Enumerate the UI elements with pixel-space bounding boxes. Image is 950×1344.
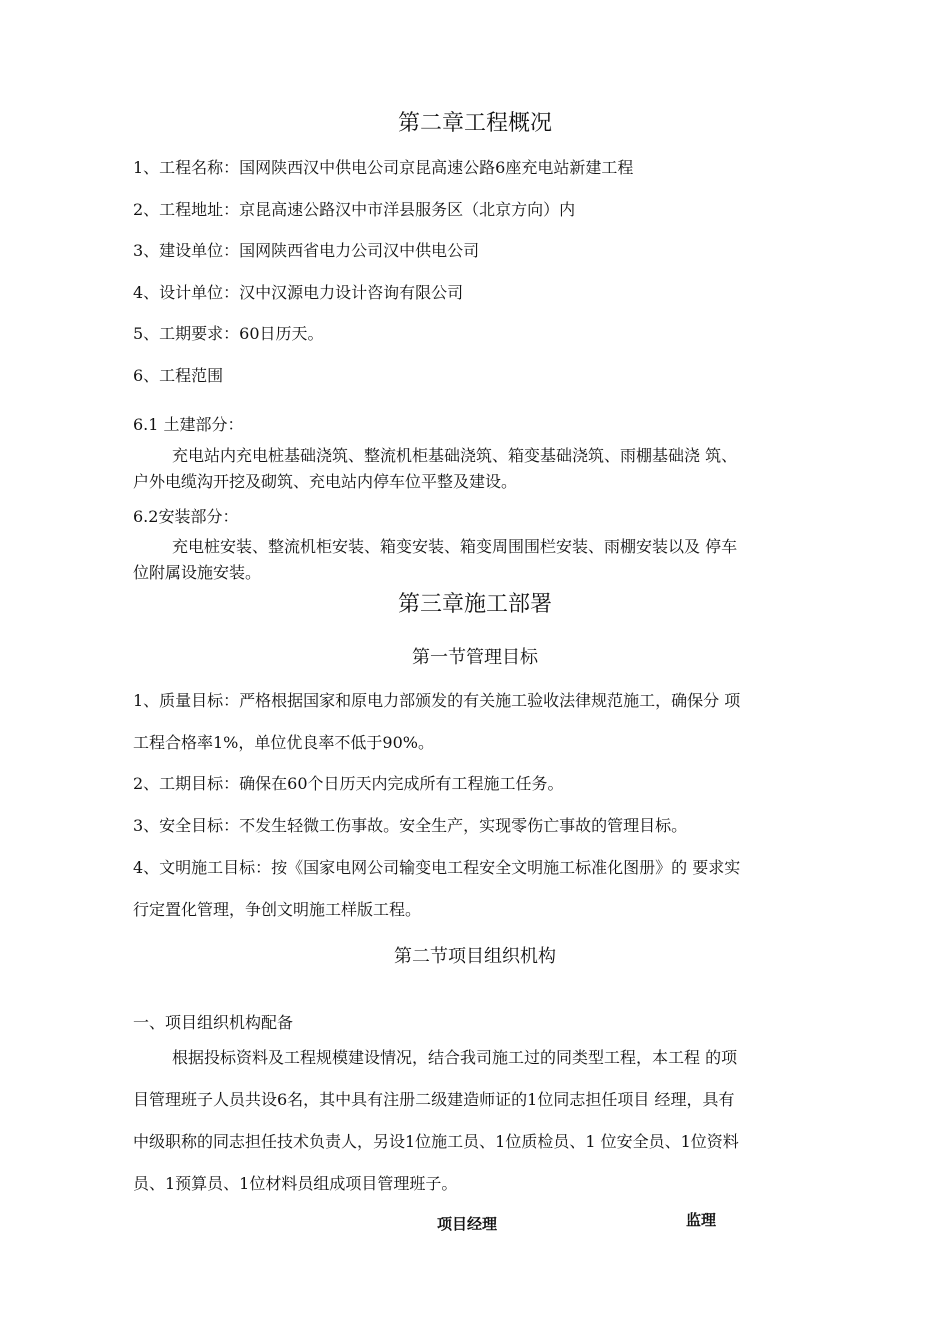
org-para-line3: 中级职称的同志担任技术负责人，另设1位施工员、1位质检员、1 位安全员、1位资料 [133, 1132, 739, 1151]
project-name-item: 1、工程名称：国网陕西汉中供电公司京昆高速公路6座充电站新建工程 [133, 158, 634, 177]
quality-goal-line2: 工程合格率1%，单位优良率不低于90%。 [133, 733, 434, 752]
section1-title: 第一节管理目标 [412, 647, 538, 668]
safety-goal: 3、安全目标：不发生轻微工伤事故。安全生产，实现零伤亡事故的管理目标。 [133, 816, 688, 835]
org-chart-supervisor: 监理 [686, 1211, 717, 1229]
owner-unit-item: 3、建设单位：国网陕西省电力公司汉中供电公司 [133, 241, 480, 260]
schedule-goal: 2、工期目标：确保在60个日历天内完成所有工程施工任务。 [133, 774, 564, 793]
chapter2-title: 第二章工程概况 [397, 111, 552, 136]
org-para-line1: 根据投标资料及工程规模建设情况，结合我司施工过的同类型工程，本工程 的项 [172, 1048, 738, 1067]
civil-text-line1: 充电站内充电桩基础浇筑、整流机柜基础浇筑、箱变基础浇筑、雨棚基础浇 筑、 [172, 446, 738, 465]
duration-item: 5、工期要求：60日历天。 [133, 324, 324, 343]
org-subheading: 一、项目组织机构配备 [133, 1013, 294, 1032]
install-heading: 6.2安装部分： [133, 507, 239, 526]
org-para-line2: 目管理班子人员共设6名，其中具有注册二级建造师证的1位同志担任项目 经理，具有 [133, 1090, 735, 1109]
install-text-line2: 位附属设施安装。 [133, 563, 262, 582]
design-unit-item: 4、设计单位：汉中汉源电力设计咨询有限公司 [133, 283, 464, 302]
scope-item: 6、工程范围 [133, 366, 224, 385]
quality-goal-line1: 1、质量目标：严格根据国家和原电力部颁发的有关施工验收法律规范施工，确保分 项 [133, 691, 741, 710]
civil-text-line2: 户外电缆沟开挖及砌筑、充电站内停车位平整及建设。 [133, 472, 518, 491]
civilized-goal-line1: 4、文明施工目标：按《国家电网公司输变电工程安全文明施工标准化图册》的 要求实 [133, 858, 741, 877]
install-text-line1: 充电桩安装、整流机柜安装、箱变安装、箱变周围围栏安装、雨棚安装以及 停车 [172, 537, 738, 556]
civilized-goal-line2: 行定置化管理，争创文明施工样版工程。 [133, 900, 422, 919]
org-para-line4: 员、1预算员、1位材料员组成项目管理班子。 [133, 1174, 458, 1193]
org-chart-project-manager: 项目经理 [437, 1215, 498, 1233]
civil-heading: 6.1 土建部分： [133, 415, 244, 434]
project-address-item: 2、工程地址：京昆高速公路汉中市洋县服务区（北京方向）内 [133, 200, 576, 219]
section2-title: 第二节项目组织机构 [394, 946, 556, 967]
chapter3-title: 第三章施工部署 [397, 592, 552, 617]
